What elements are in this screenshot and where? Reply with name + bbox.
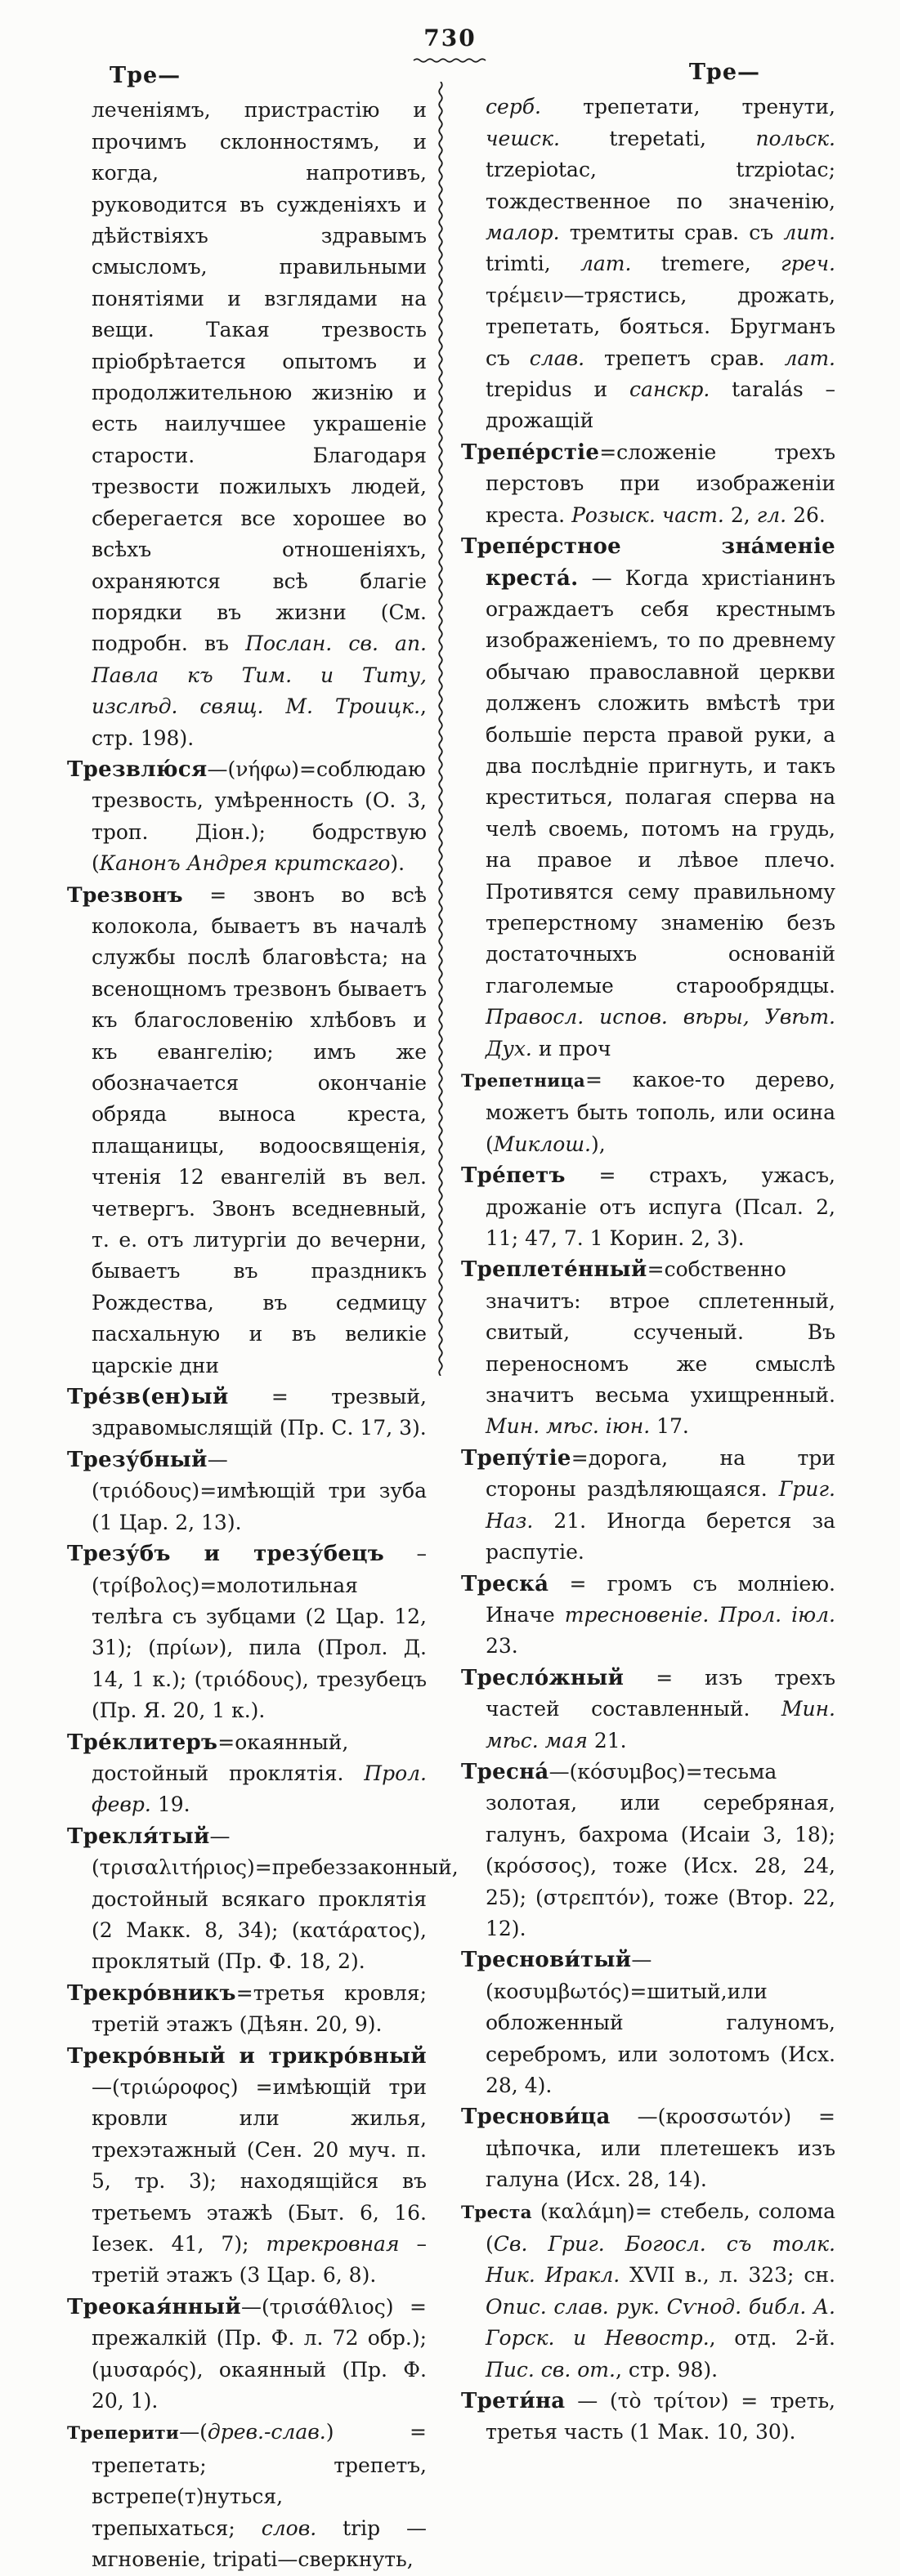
entry-text-run: — (τὸ τρίτον) = треть, третья часть (1 Мак. 10, 30).: [486, 2389, 835, 2444]
column-left: [67, 60, 459, 2576]
entry-text-run: Розыск. част.: [571, 502, 724, 527]
dictionary-entry: [67, 1821, 459, 1978]
entry-text-run: (καλάμη)= стебель, солома (: [486, 2199, 835, 2257]
dictionary-entry: [461, 2196, 835, 2386]
dictionary-entry: [461, 2101, 835, 2195]
entry-text-run: —(νήφω)=соблюдаю трезвость, умѣренность (О. 3, троп. Діон.); бодрствую (: [92, 757, 427, 876]
entry-text-run: Св. Григ. Богосл. съ толк. Ник. Иракл.: [486, 2232, 835, 2288]
entry-text-run: , отд. 2-й.: [709, 2326, 835, 2351]
entry-text-run: слов.: [261, 2516, 317, 2540]
entry-text-run: 17.: [650, 1414, 689, 1439]
column-divider-line: [437, 82, 445, 1376]
entry-text-run: = страхъ, ужасъ, дрожаніе отъ испуга (Псал. 2, 11; 47, 7. 1 Корин. 2, 3).: [486, 1163, 835, 1251]
column-left-body: [67, 95, 459, 2575]
entry-text-run: Опис. слав. рук. Сѵнод. библ. А. Горск. и Невостр.: [486, 2294, 835, 2351]
dictionary-entry: [67, 2041, 427, 2292]
entry-headword: Трепе́рстіе: [461, 440, 600, 465]
dictionary-entry: [67, 1727, 427, 1821]
entry-headword: Трепетница: [461, 1071, 585, 1092]
dictionary-entry: [67, 2417, 427, 2575]
page-number: 730: [423, 25, 477, 51]
entry-text-run: = громъ съ молніею. Иначе: [486, 1571, 835, 1627]
entry-text-run: ) = трепетать; трепетъ, встрепе(т)нуться, трепыхаться;: [92, 2420, 427, 2540]
dictionary-entry: [461, 531, 835, 1065]
dictionary-entry: [461, 1065, 835, 1160]
dictionary-entry: [461, 2386, 835, 2449]
entry-text-run: = изъ трехъ частей составленный.: [486, 1665, 835, 1721]
dictionary-entry: [461, 1160, 835, 1254]
entry-text-run: трепетъ срав.: [584, 346, 785, 370]
dictionary-entry: [67, 1978, 427, 2041]
entry-text-run: , стр. 198).: [92, 694, 427, 750]
entry-text-run: польск.: [755, 126, 835, 150]
entry-headword: Треплете́нный: [461, 1257, 647, 1283]
dictionary-entry: [67, 2292, 427, 2418]
entry-text-run: Миклош.: [493, 1132, 591, 1156]
entry-text-run: =третья кровля; третій этажъ (Дѣян. 20, 9).: [92, 1980, 427, 2037]
entry-headword: Трепе́рстное зна́меніе креста́.: [461, 534, 835, 591]
entry-text-run: trepidus и: [486, 377, 630, 402]
entry-text-run: τρέμειν—трястись, дрожать, трепетать, бояться. Бругманъ съ: [486, 283, 835, 370]
entry-text-run: =дорога, на три стороны раздѣляющаяся.: [486, 1445, 835, 1502]
dictionary-entry: [461, 1569, 835, 1663]
entry-text-run: =окаянный, достойный проклятія.: [92, 1730, 365, 1785]
entry-headword: Трезвонъ: [67, 882, 183, 907]
entry-text-run: Григ. Наз.: [486, 1477, 835, 1533]
running-head-left: Тре—: [110, 63, 181, 88]
entry-text-run: Послан. св. ап. Павла къ Тим. и Титу, изслѣд. свящ. М. Троицк.: [92, 632, 428, 719]
entry-headword: Трекля́тый: [67, 1824, 210, 1849]
entry-text-run: Мин. мѣс. мая: [486, 1697, 835, 1752]
entry-headword: Трезу́бъ и трезу́бецъ: [67, 1542, 384, 1567]
entry-text-run: лит.: [783, 221, 835, 245]
entry-headword: Треперити: [67, 2423, 180, 2444]
column-right: [461, 57, 835, 2449]
entry-text-run: 21.: [587, 1728, 627, 1752]
entry-text-run: —(τριόδους)=имѣющій три зуба (1 Цар. 2, 13).: [92, 1447, 427, 1534]
entry-text-run: 26.: [786, 502, 826, 527]
entry-text-run: tremere,: [631, 252, 781, 276]
entry-headword: Треска́: [461, 1571, 549, 1596]
dictionary-entry: [67, 1538, 427, 1726]
entry-text-run: – третій этажъ (3 Цар. 6, 8).: [92, 2232, 428, 2288]
entry-text-run: = трезвый, здравомыслящій (Пр. С. 17, 3).: [92, 1385, 427, 1440]
entry-text-run: лат.: [580, 252, 632, 276]
entry-text-run: —(τρισαλιτήριος)=пребеззаконный, достойный всякаго проклятія (2 Макк. 8, 34); (κατάρατος), проклятый (Пр. Ф. 18, 2).: [92, 1824, 459, 1974]
entry-text-run: taralás – дрожащій: [486, 377, 836, 433]
entry-headword: Тре́петъ: [461, 1163, 566, 1189]
running-head-right: Тре—: [688, 60, 760, 85]
entry-text-run: слав.: [529, 346, 585, 370]
entry-text-run: санскр.: [629, 377, 710, 402]
dictionary-entry: [461, 1254, 835, 1442]
entry-text-run: тресновеніе. Прол. іюл.: [564, 1602, 836, 1627]
entry-text-run: серб.: [486, 95, 542, 119]
entry-text-run: Мин. мѣс. іюн.: [486, 1414, 651, 1439]
continuation-paragraph: [461, 92, 835, 436]
entry-text-run: trzepiotac, trzpiotac; тождественное по значенію,: [486, 158, 835, 213]
entry-text-run: —(τρισάθλιος) = прежалкій (Пр. Ф. л. 72 обр.); (μυσαρός), окаянный (Пр. Ф. 20, 1).: [92, 2294, 427, 2413]
entry-headword: Тре́зв(ен)ый: [67, 1385, 229, 1410]
dictionary-entry: [67, 754, 427, 880]
entry-text-run: trimti,: [486, 252, 580, 276]
entry-text-run: — Когда христіанинъ ограждаетъ себя крестнымъ изображеніемъ, то по древнему обычаю православной церкви долженъ сложить вмѣстѣ три большіе перста правой руки, а два послѣдніе пригнуть, и такъ креститься, полагая сперва на челѣ своемь, потомъ на грудь, на правое и лѣвое плечо. Противятся сему правильному треперстному знаменію безъ достаточныхъ основаній глаголемые старообрядцы.: [486, 565, 835, 998]
entry-headword: Тресло́жный: [461, 1665, 625, 1690]
entry-text-run: тремтиты срав. съ: [559, 221, 784, 245]
entry-text-run: чешск.: [486, 126, 560, 150]
entry-headword: Трети́на: [461, 2389, 566, 2414]
entry-text-run: лат.: [784, 346, 835, 370]
entry-text-run: 2,: [723, 502, 757, 527]
entry-headword: Трезвлю́ся: [67, 757, 208, 782]
entry-headword: Треснови́тый: [461, 1948, 632, 1973]
dictionary-entry: [461, 1443, 835, 1569]
entry-headword: Треста: [461, 2202, 532, 2223]
entry-text-run: =сложеніе трехъ перстовъ при изображеніи креста.: [486, 440, 835, 527]
entry-text-run: trip — мгновеніе, tripati—сверкнуть,: [92, 2516, 427, 2572]
entry-headword: Треснови́ца: [461, 2105, 611, 2130]
column-right-body: [461, 92, 835, 2448]
entry-headword: Треокая́нный: [67, 2294, 241, 2319]
dictionary-entry: [67, 1382, 427, 1444]
dictionary-entry: [67, 1444, 427, 1538]
entry-text-run: —(: [179, 2420, 208, 2444]
entry-text-run: trepetati,: [559, 126, 756, 150]
entry-headword: Трезу́бный: [67, 1447, 208, 1472]
entry-text-run: XVII в., л. 323; сн.: [620, 2263, 835, 2288]
continuation-paragraph: [67, 95, 427, 754]
entry-text-run: 23.: [486, 1634, 518, 1659]
entry-text-run: Канонъ Андрея критскаго: [99, 851, 391, 876]
entry-text-run: = какое-то дерево, можетъ быть тополь, или осина (: [486, 1068, 835, 1156]
entry-text-run: малор.: [486, 221, 560, 245]
entry-headword: Трекро́вникъ: [67, 1980, 236, 2006]
dictionary-entry: [461, 437, 835, 531]
entry-headword: Тре́клитеръ: [67, 1730, 218, 1755]
entry-text-run: и проч: [531, 1036, 611, 1060]
entry-text-run: – (τρίβολος)=молотильная телѣга съ зубцами (2 Цар. 12, 31); (πρίων), пила (Прол. Д. 14, 1 к.); (τριόδους), трезубецъ (Пр. Я. 20, 1 к.).: [92, 1542, 427, 1723]
entry-text-run: Правосл. испов. вѣры, Увѣт. Дух.: [486, 1005, 835, 1060]
dictionary-entry: [461, 1944, 835, 2101]
entry-text-run: 21. Иногда берется за распутіе.: [486, 1508, 835, 1565]
entry-text-run: = звонъ во всѣ колокола, бываетъ въ началѣ службы послѣ благовѣста; на всенощномъ трезвонъ бываетъ къ благословенію хлѣбовъ и къ евангелію; имъ же обозначается окончаніе обряда выноса креста, плащаницы, водоосвященія, чтенія 12 евангелій въ вел. четвергъ. Звонъ вседневный, т. е. отъ литургіи до вечерни, бываетъ въ праздникъ Рождества, въ седмицу пасхальную и въ великіе царскіе дни: [92, 882, 427, 1377]
dictionary-entry: [67, 880, 427, 1382]
dictionary-entry: [461, 1663, 835, 1757]
entry-text-run: —(κροσσωτόν) = цѣпочка, или плетешекъ изъ галуна (Исх. 28, 14).: [486, 2105, 835, 2192]
dictionary-entry: [461, 1757, 835, 1944]
entry-headword: Трепу́тіе: [461, 1445, 571, 1471]
entry-text-run: , стр. 98).: [615, 2357, 719, 2382]
entry-text-run: гл.: [756, 502, 787, 527]
entry-text-run: Прол. февр.: [92, 1761, 427, 1817]
entry-text-run: ),: [591, 1132, 606, 1156]
entry-text-run: ).: [390, 851, 405, 876]
entry-headword: Тресна́: [461, 1759, 549, 1784]
entry-text-run: —(κόσυμβος)=тесьма золотая, или серебряная, галунъ, бахрома (Исаіи 3, 18); (κρόσσος), тоже (Исх. 28, 24, 25); (στρεπτόν), тоже (Втор. 22, 12).: [486, 1759, 835, 1940]
entry-text-run: трекровная: [266, 2232, 400, 2257]
entry-text-run: леченіямъ, пристрастію и прочимъ склонностямъ, и когда, напротивъ, руководится въ сужденіяхъ и дѣйствіяхъ здравымъ смысломъ, правильными понятіями и взглядами на вещи. Такая трезвость пріобрѣтается опытомъ и продолжительною жизнію и есть наилучшее украшеніе старости. Благодаря трезвости пожилыхъ людей, сберегается все хорошее во всѣхъ отношеніяхъ, охраняются всѣ благіе порядки въ жизни (См. подробн. въ: [92, 98, 427, 656]
entry-text-run: 19.: [150, 1792, 190, 1817]
entry-text-run: Пис. св. от.: [486, 2357, 616, 2382]
entry-text-run: =собственно значитъ: втрое сплетенный, свитый, ссученый. Въ переносномъ же смыслѣ значитъ весьма ухищренный.: [486, 1257, 835, 1408]
entry-text-run: древ.-слав.: [207, 2420, 326, 2444]
entry-text-run: греч.: [781, 252, 835, 276]
entry-text-run: —(κοσυμβωτός)=шитый,или обложенный галуномъ, серебромъ, или золотомъ (Исх. 28, 4).: [486, 1948, 835, 2097]
entry-text-run: —(τριώροφος) =имѣющій три кровли или жилья, трехэтажный (Сен. 20 муч. п. 5, тр. 3); находящійся въ третьемъ этажѣ (Быт. 6, 16. Іезек. 41, 7);: [92, 2075, 427, 2257]
entry-headword: Трекро́вный и трикро́вный: [67, 2043, 427, 2069]
entry-text-run: трепетати, тренути,: [541, 95, 835, 119]
